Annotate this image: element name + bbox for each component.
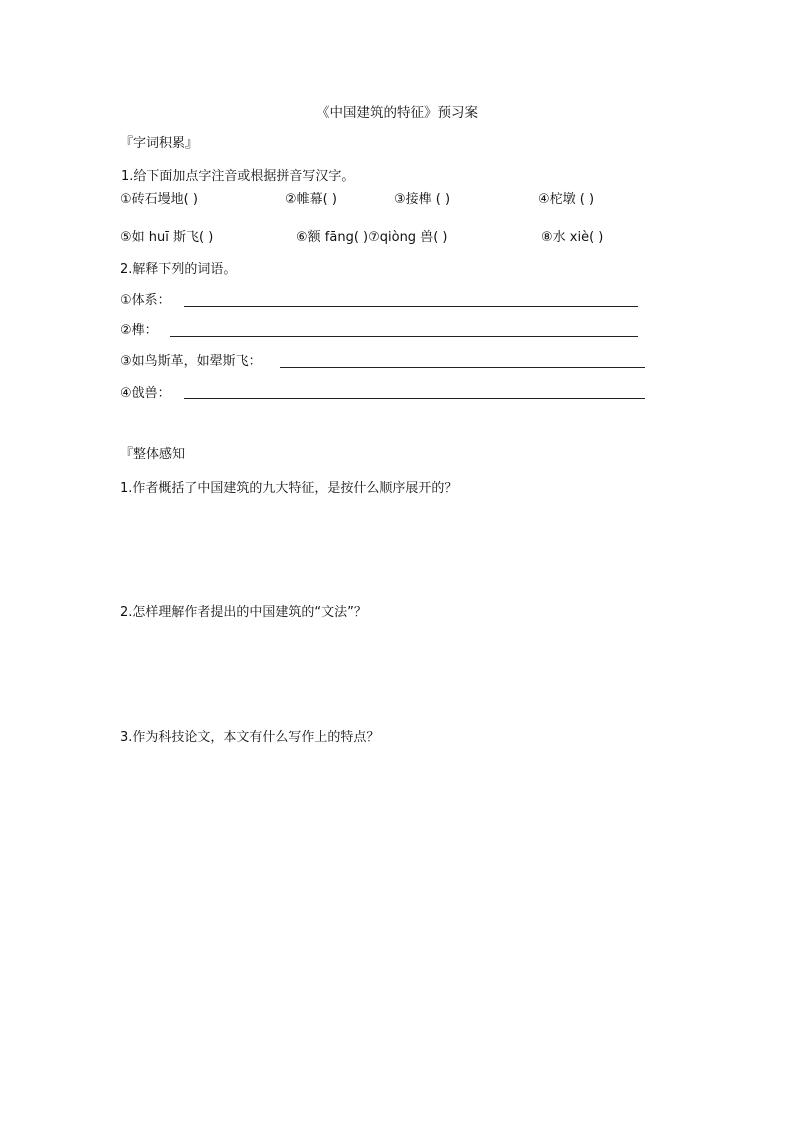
term-1-answer-line[interactable] xyxy=(184,306,638,307)
term-3-answer-line[interactable] xyxy=(280,367,645,368)
question-2-label: 2.解释下列的词语。 xyxy=(120,262,237,277)
overall-question-1: 1.作者概括了中国建筑的九大特征，是按什么顺序展开的？ xyxy=(120,481,458,496)
pinyin-item-6-7: ⑥额 fāng( )⑦qiòng 兽( ) xyxy=(296,230,448,245)
term-4-answer-line[interactable] xyxy=(184,398,645,399)
section-heading-vocabulary: 『字词积累』 xyxy=(120,136,199,151)
pinyin-item-5: ⑤如 huī 斯飞( ) xyxy=(120,230,214,245)
term-3-label: ③如鸟斯革，如翚斯飞： xyxy=(120,354,262,369)
question-1-label: 1.给下面加点字注音或根据拼音写汉字。 xyxy=(121,169,355,184)
term-1-label: ①体系： xyxy=(120,293,171,308)
pinyin-item-4: ④柁墩 ( ) xyxy=(538,192,595,207)
pinyin-item-3: ③接榫 ( ) xyxy=(394,192,451,207)
pinyin-item-8: ⑧水 xiè( ) xyxy=(541,230,604,245)
overall-question-3: 3.作为科技论文，本文有什么写作上的特点？ xyxy=(120,730,380,745)
overall-question-2: 2.怎样理解作者提出的中国建筑的“文法”？ xyxy=(120,605,367,620)
term-2-label: ②榫： xyxy=(120,323,158,338)
term-4-label: ④戗兽： xyxy=(120,386,171,401)
term-2-answer-line[interactable] xyxy=(170,336,638,337)
pinyin-item-1: ①砖石墁地( ) xyxy=(120,192,198,207)
pinyin-item-2: ②帷幕( ) xyxy=(285,192,337,207)
page-title: 《中国建筑的特征》预习案 xyxy=(316,105,478,121)
section-heading-overall: 『整体感知 xyxy=(120,447,186,462)
